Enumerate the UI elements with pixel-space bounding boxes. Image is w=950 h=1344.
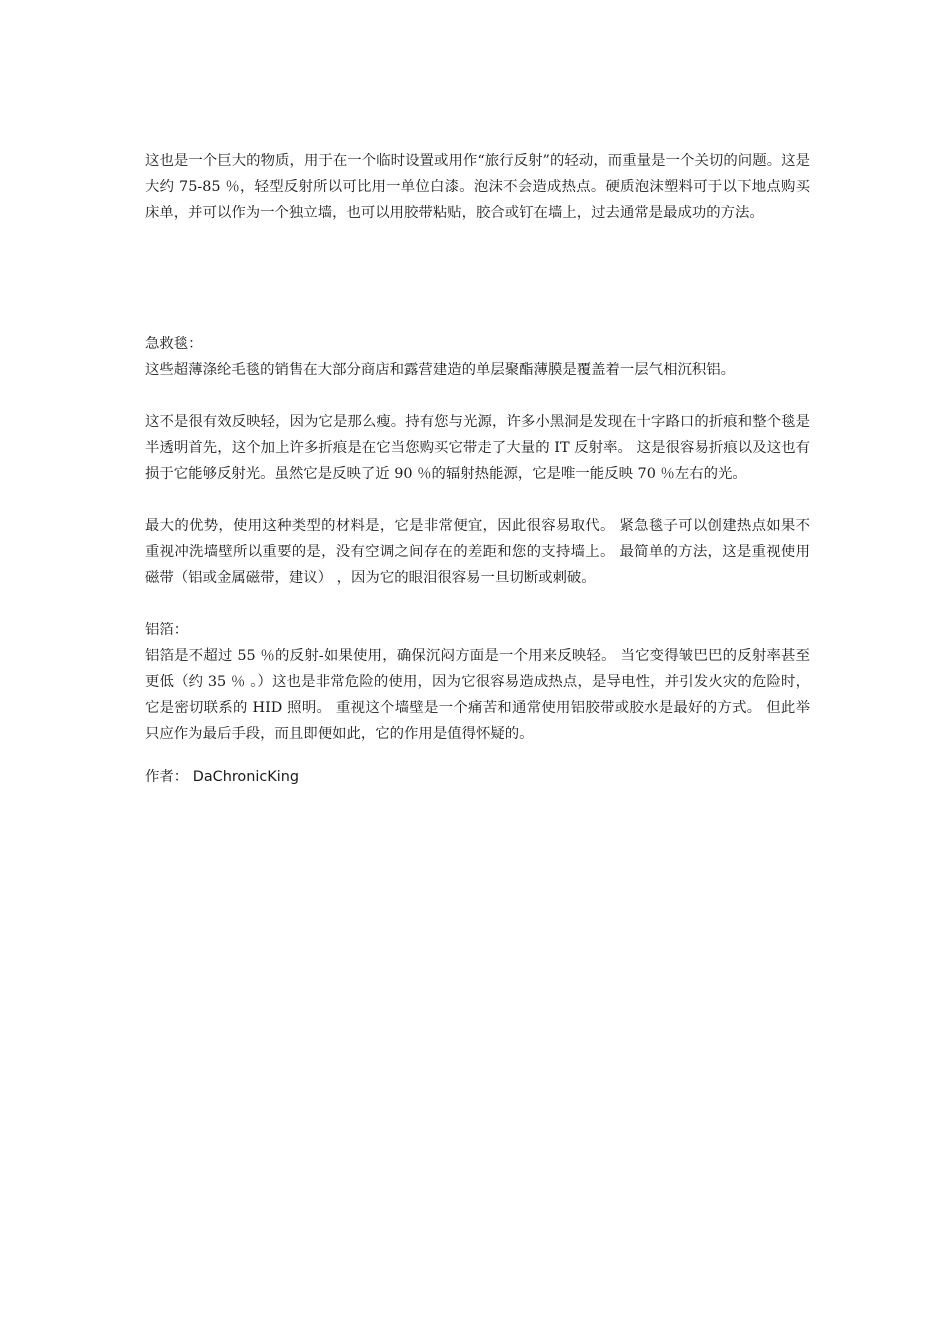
spacer [145,487,810,513]
blanket-heading: 急救毯： [145,336,203,352]
spacer [145,226,810,331]
author-label: 作者： [145,769,189,785]
blanket-paragraph-2: 这不是很有效反映轻，因为它是那么瘦。持有您与光源，许多小黑洞是发现在十字路口的折痕和整个毯是半透明首先，这个加上许多折痕是在它当您购买它带走了大量的 IT 反射率。 这是很容易折痕以及这也有损于它能够反射光。虽然它是反映了近 90 ％的辐射热能源，它是唯一能反映 70 ％左右的光。 [145,414,810,482]
document-body [145,148,810,790]
spacer [145,383,810,409]
foil-paragraph: 铝箔是不超过 55 ％的反射-如果使用，确保沉闷方面是一个用来反映轻。 当它变得皱巴巴的反射率甚至更低（约 35 ％ 。）这也是非常危险的使用，因为它很容易造成热点，是导电性，并引发火灾的危险时，它是密切联系的 HID 照明。 重视这个墙壁是一个痛苦和通常使用铝胶带或胶水是最好的方式。 但此举只应作为最后手段，而且即便如此，它的作用是值得怀疑的。 [145,648,810,742]
blanket-paragraph-3: 最大的优势，使用这种类型的材料是，它是非常便宜，因此很容易取代。 紧急毯子可以创建热点如果不重视冲洗墙壁所以重要的是，没有空调之间存在的差距和您的支持墙上。 最简单的方法，这是重视使用磁带（铝或金属磁带，建议） ，因为它的眼泪很容易一旦切断或刺破。 [145,518,810,586]
blanket-paragraph-1: 这些超薄涤纶毛毯的销售在大部分商店和露营建造的单层聚酯薄膜是覆盖着一层气相沉积铝。 [145,362,736,378]
spacer [145,591,810,617]
intro-paragraph: 这也是一个巨大的物质，用于在一个临时设置或用作“旅行反射”的轻动，而重量是一个关切的问题。这是大约 75-85 ％，轻型反射所以可比用一单位白漆。泡沫不会造成热点。硬质泡沫塑料可于以下地点购买床单，并可以作为一个独立墙，也可以用胶带粘贴，胶合或钉在墙上，过去通常是最成功的方法。 [145,153,810,221]
author-name: DaChronicKing [192,769,299,785]
spacer [145,747,810,764]
author-line [145,764,810,790]
foil-heading: 铝箔： [145,622,189,638]
